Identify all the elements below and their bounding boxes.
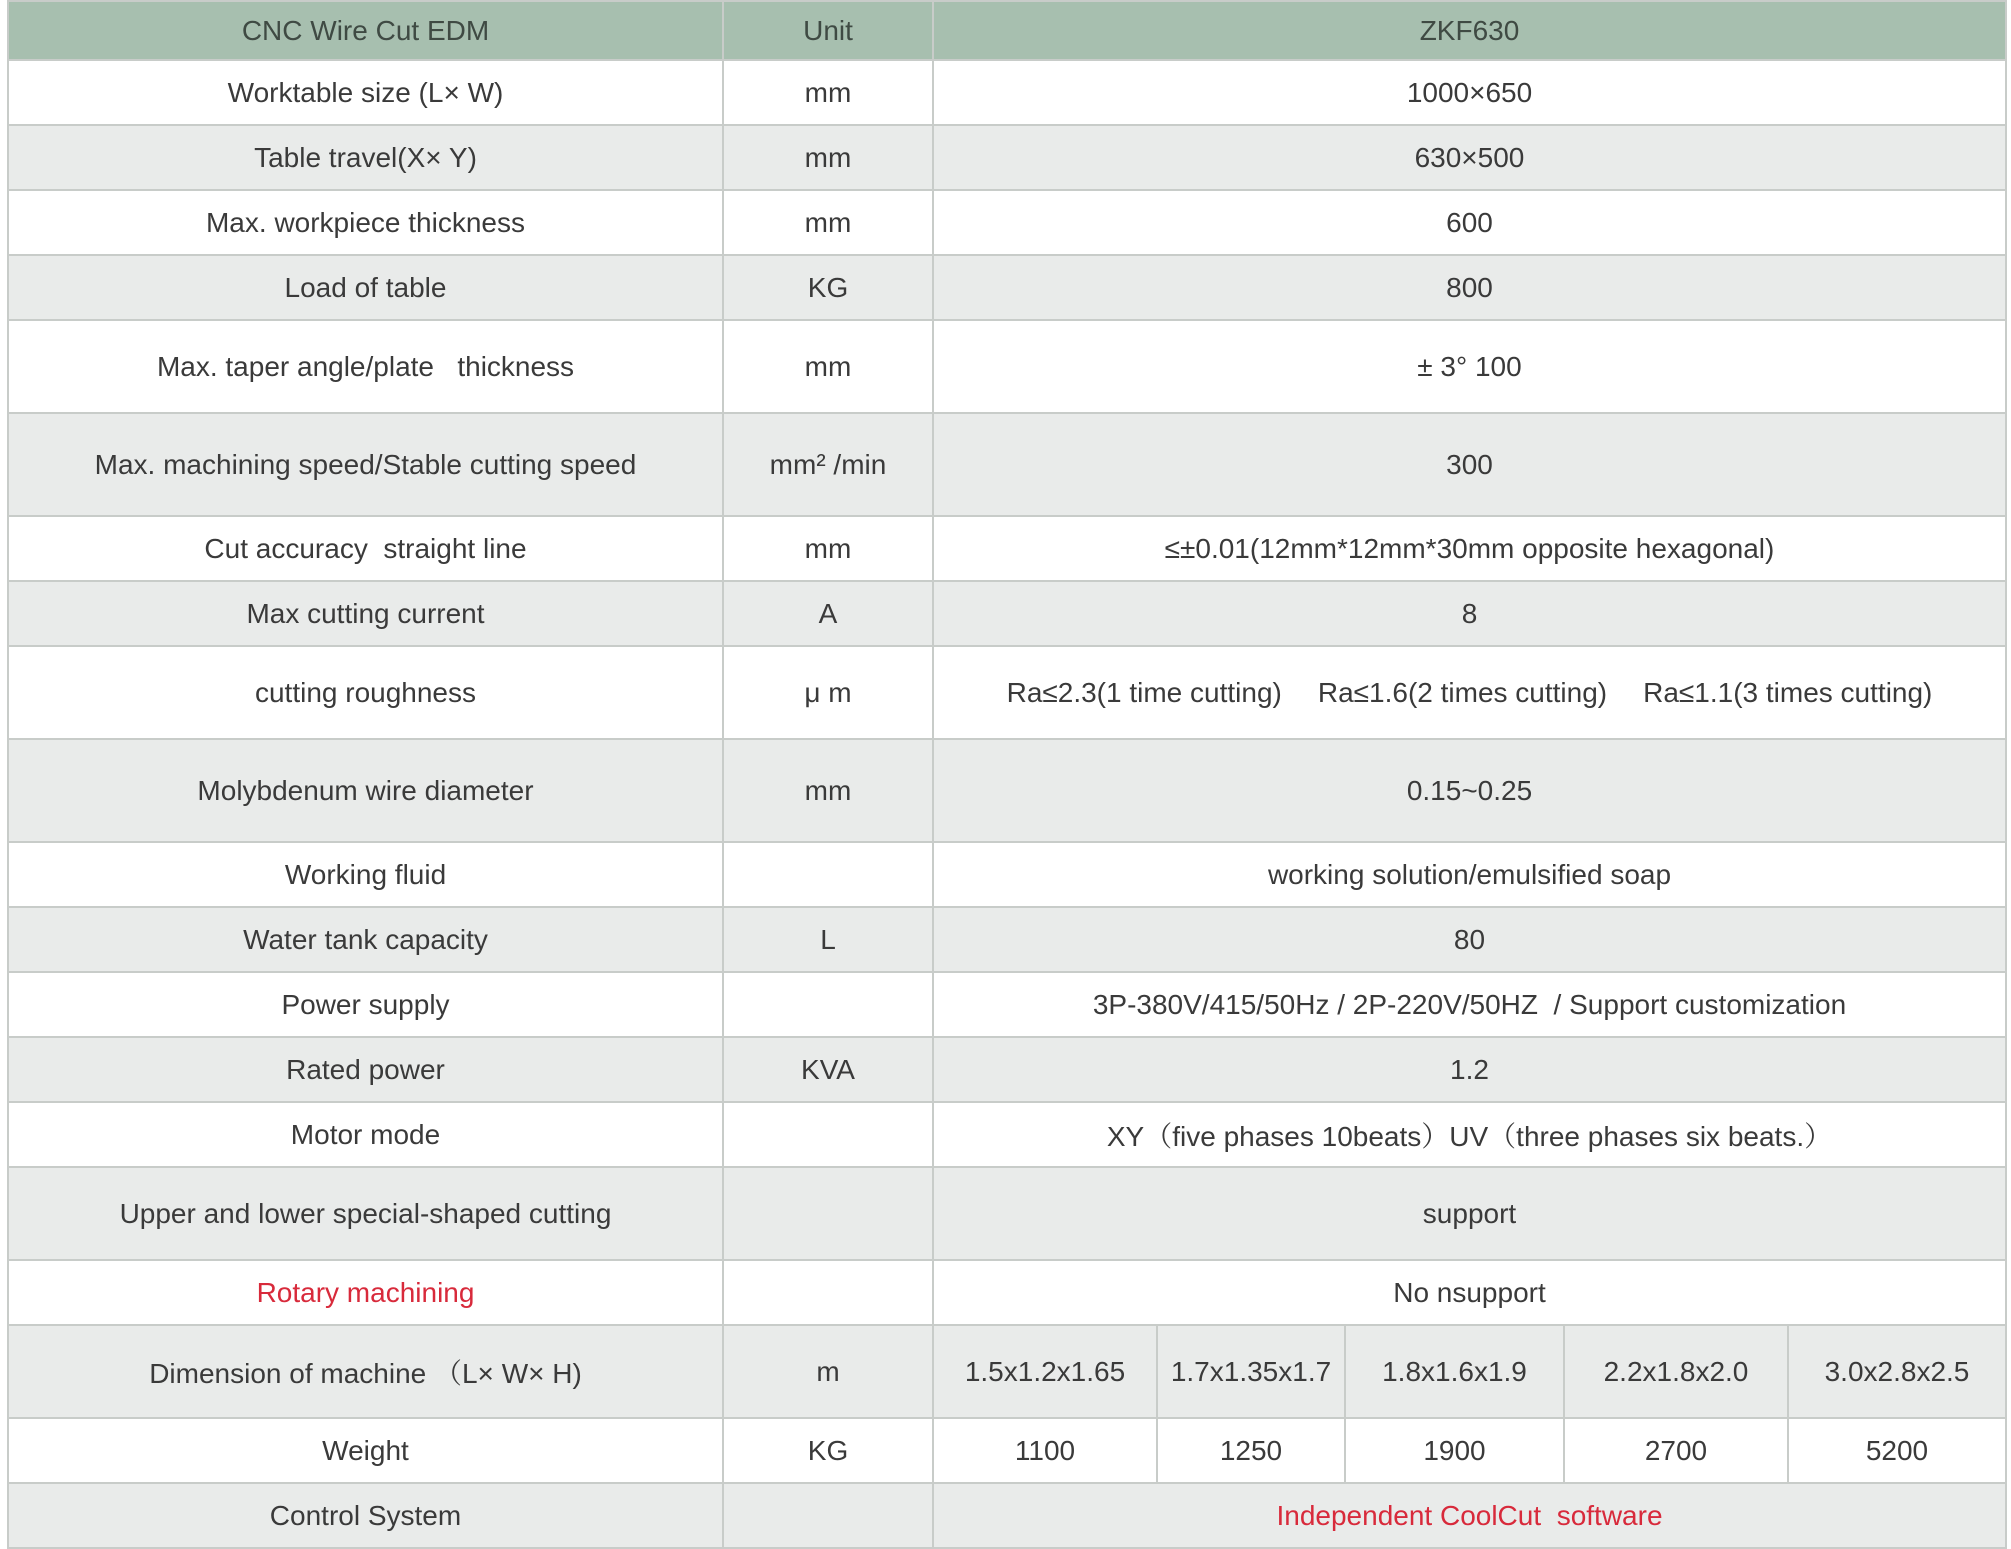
row-value: XY（five phases 10beats）UV（three phases six beats.） [933, 1102, 2006, 1167]
row-unit: mm² /min [723, 413, 933, 516]
row-label: Rated power [8, 1037, 723, 1102]
dimension-cell: 3.0x2.8x2.5 [1788, 1325, 2006, 1418]
row-label: Motor mode [8, 1102, 723, 1167]
table-row [8, 1102, 2006, 1167]
table-row [8, 581, 2006, 646]
row-label: Power supply [8, 972, 723, 1037]
weight-cell: 1900 [1345, 1418, 1564, 1483]
table-row [8, 1260, 2006, 1325]
row-unit: L [723, 907, 933, 972]
row-unit [723, 1483, 933, 1548]
row-label: Upper and lower special-shaped cutting [8, 1167, 723, 1260]
table-row [8, 60, 2006, 125]
row-unit: KVA [723, 1037, 933, 1102]
dimension-cell: 2.2x1.8x2.0 [1564, 1325, 1788, 1418]
row-label: Max. workpiece thickness [8, 190, 723, 255]
row-value: 800 [933, 255, 2006, 320]
row-unit: mm [723, 125, 933, 190]
row-label: Water tank capacity [8, 907, 723, 972]
weight-cell: 1100 [933, 1418, 1157, 1483]
row-unit: mm [723, 320, 933, 413]
row-value: 0.15~0.25 [933, 739, 2006, 842]
row-label: Molybdenum wire diameter [8, 739, 723, 842]
table-row [8, 516, 2006, 581]
weight-cell: 5200 [1788, 1418, 2006, 1483]
row-value: ≤±0.01(12mm*12mm*30mm opposite hexagonal) [933, 516, 2006, 581]
row-label: Control System [8, 1483, 723, 1548]
roughness-value: Ra≤1.6(2 times cutting) [1317, 676, 1608, 708]
row-unit: mm [723, 516, 933, 581]
roughness-value: Ra≤2.3(1 time cutting) [1006, 676, 1282, 708]
row-value-highlighted: Independent CoolCut software [933, 1483, 2006, 1548]
row-value-group [933, 646, 2006, 739]
row-value: 80 [933, 907, 2006, 972]
row-unit: μ m [723, 646, 933, 739]
table-row [8, 1325, 2006, 1418]
weight-cell: 2700 [1564, 1418, 1788, 1483]
row-label: Max. taper angle/plate thickness [8, 320, 723, 413]
table-row [8, 972, 2006, 1037]
row-value: 3P-380V/415/50Hz / 2P-220V/50HZ / Support customization [933, 972, 2006, 1037]
row-value: 1.2 [933, 1037, 2006, 1102]
row-unit: KG [723, 1418, 933, 1483]
row-unit: mm [723, 739, 933, 842]
dimension-cell: 1.8x1.6x1.9 [1345, 1325, 1564, 1418]
table-row [8, 190, 2006, 255]
row-label-highlighted: Rotary machining [8, 1260, 723, 1325]
roughness-value: Ra≤1.1(3 times cutting) [1643, 676, 1933, 708]
table-row [8, 413, 2006, 516]
row-label: Worktable size (L× W) [8, 60, 723, 125]
row-value: No nsupport [933, 1260, 2006, 1325]
header-spec: CNC Wire Cut EDM [8, 1, 723, 60]
header-model: ZKF630 [933, 1, 2006, 60]
row-unit: m [723, 1325, 933, 1418]
table-row [8, 1418, 2006, 1483]
row-value: working solution/emulsified soap [933, 842, 2006, 907]
weight-cell: 1250 [1157, 1418, 1345, 1483]
table-row [8, 842, 2006, 907]
row-unit [723, 1102, 933, 1167]
table-header-row [8, 1, 2006, 60]
row-value: 600 [933, 190, 2006, 255]
header-unit: Unit [723, 1, 933, 60]
row-label: Weight [8, 1418, 723, 1483]
row-value: 1000×650 [933, 60, 2006, 125]
dimension-cell: 1.5x1.2x1.65 [933, 1325, 1157, 1418]
row-unit: KG [723, 255, 933, 320]
row-unit: mm [723, 190, 933, 255]
table-row [8, 320, 2006, 413]
row-unit: A [723, 581, 933, 646]
row-value: 630×500 [933, 125, 2006, 190]
row-value: ± 3° 100 [933, 320, 2006, 413]
row-label: Table travel(X× Y) [8, 125, 723, 190]
row-unit [723, 972, 933, 1037]
table-row [8, 1167, 2006, 1260]
dimension-cell: 1.7x1.35x1.7 [1157, 1325, 1345, 1418]
spec-table [7, 0, 2007, 1549]
row-label: Max. machining speed/Stable cutting speed [8, 413, 723, 516]
table-row [8, 125, 2006, 190]
row-value: 8 [933, 581, 2006, 646]
table-row [8, 739, 2006, 842]
table-row [8, 907, 2006, 972]
row-label: Cut accuracy straight line [8, 516, 723, 581]
table-row [8, 646, 2006, 739]
row-label: cutting roughness [8, 646, 723, 739]
row-unit [723, 1167, 933, 1260]
row-value: support [933, 1167, 2006, 1260]
table-row [8, 1483, 2006, 1548]
row-label: Load of table [8, 255, 723, 320]
row-unit [723, 842, 933, 907]
row-unit [723, 1260, 933, 1325]
row-label: Dimension of machine （L× W× H) [8, 1325, 723, 1418]
row-unit: mm [723, 60, 933, 125]
row-value: 300 [933, 413, 2006, 516]
row-label: Max cutting current [8, 581, 723, 646]
row-label: Working fluid [8, 842, 723, 907]
table-row [8, 255, 2006, 320]
table-row [8, 1037, 2006, 1102]
